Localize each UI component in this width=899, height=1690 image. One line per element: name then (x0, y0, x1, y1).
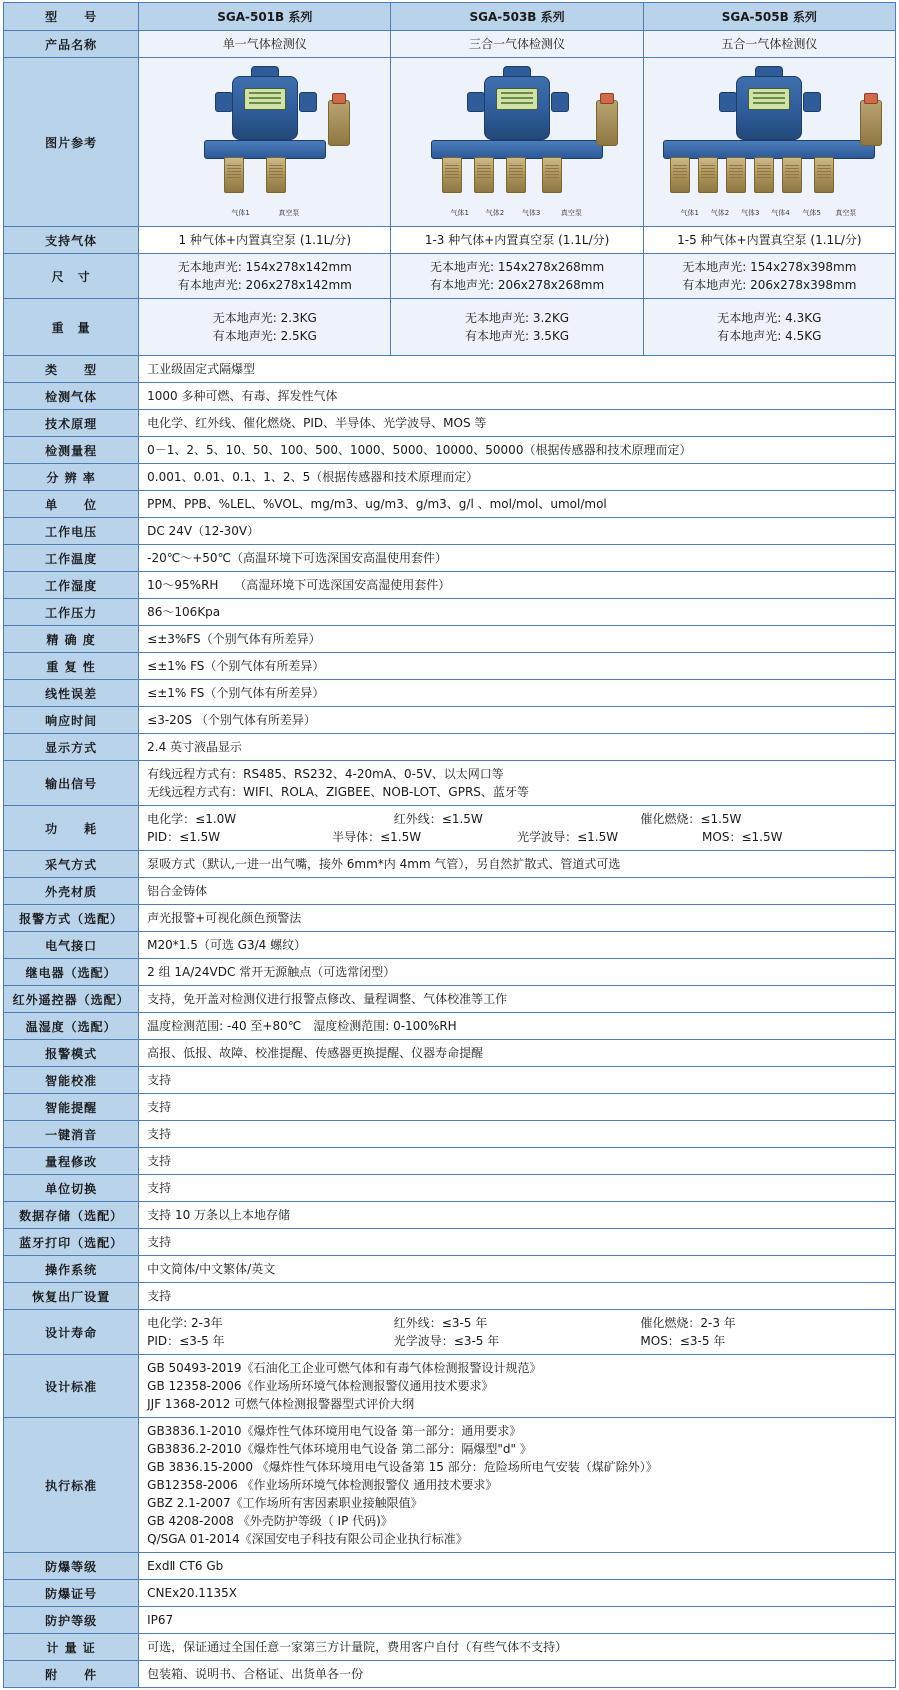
row-value-smart-reminder: 支持 (139, 1094, 896, 1121)
row-label-smart-calibration: 智能校准 (4, 1067, 139, 1094)
table-row-support-gas (4, 227, 896, 254)
life-electrochemical: 电化学: 2-3年 (147, 1316, 223, 1330)
table-row-temp-humidity (4, 1013, 896, 1040)
row-label-model: 型 号 (4, 3, 139, 31)
table-row-work-pressure (4, 599, 896, 626)
weight-505b (643, 299, 895, 356)
table-row-image-reference (4, 58, 896, 227)
product-name-503b: 三合一气体检测仪 (391, 31, 643, 58)
row-label-unit: 单 位 (4, 491, 139, 518)
row-label-weight: 重 量 (4, 299, 139, 356)
table-row-detect-gas (4, 383, 896, 410)
row-value-relay: 2 组 1A/24VDC 常开无源触点（可选常闭型） (139, 959, 896, 986)
row-label-resolution: 分 辨 率 (4, 464, 139, 491)
row-value-smart-calibration: 支持 (139, 1067, 896, 1094)
table-row-technology (4, 410, 896, 437)
row-value-work-pressure: 86～106Kpa (139, 599, 896, 626)
row-value-bluetooth-print: 支持 (139, 1229, 896, 1256)
row-label-exec-standard: 执行标准 (4, 1418, 139, 1553)
size-501b (139, 254, 391, 299)
power-infrared: 红外线：≤1.5W (393, 812, 483, 826)
table-row-smart-calibration (4, 1067, 896, 1094)
table-row-ip-grade (4, 1607, 896, 1634)
device-display-icon (748, 88, 790, 110)
image-legend-2 (402, 208, 632, 218)
row-value-alarm-mode: 高报、低报、故障、校准提醒、传感器更换提醒、仪器寿命提醒 (139, 1040, 896, 1067)
device-display-icon (496, 88, 538, 110)
table-row-ex-grade (4, 1553, 896, 1580)
legend-item: 真空泵 (835, 209, 857, 217)
table-row-one-key-mute (4, 1121, 896, 1148)
power-line-1 (147, 810, 887, 828)
sensor-probe-icon (442, 157, 462, 193)
legend-item: 气体2 (485, 209, 505, 217)
pump-body-icon (596, 100, 618, 146)
standard-line: Q/SGA 01-2014《深国安电子科技有限公司企业执行标准》 (147, 1532, 468, 1546)
product-image-501b (139, 58, 391, 227)
row-label-work-pressure: 工作压力 (4, 599, 139, 626)
row-label-type: 类 型 (4, 356, 139, 383)
row-value-ir-remote: 支持，免开盖对检测仪进行报警点修改、量程调整、气体校准等工作 (139, 986, 896, 1013)
device-illustration-2 (402, 66, 632, 218)
power-semiconductor: 半导体：≤1.5W (332, 830, 422, 844)
power-optical-waveguide: 光学波导：≤1.5W (517, 830, 619, 844)
row-value-housing: 铝合金铸体 (139, 878, 896, 905)
table-row-size (4, 254, 896, 299)
table-row-sampling (4, 851, 896, 878)
row-value-unit: PPM、PPB、%LEL、%VOL、mg/m3、ug/m3、g/m3、g/l 、mol/mol、umol/mol (139, 491, 896, 518)
row-label-range-modify: 量程修改 (4, 1148, 139, 1175)
table-row-relay (4, 959, 896, 986)
device-right-port-icon (803, 92, 821, 112)
life-optical-waveguide: 光学波导：≤3-5 年 (393, 1334, 500, 1348)
device-illustration-3 (654, 66, 884, 218)
row-label-alarm-mode: 报警模式 (4, 1040, 139, 1067)
product-image-503b (391, 58, 643, 227)
row-label-accuracy: 精 确 度 (4, 626, 139, 653)
row-value-ip-grade: IP67 (139, 1607, 896, 1634)
table-row-type (4, 356, 896, 383)
row-value-response-time: ≤3-20S （个别气体有所差异） (139, 707, 896, 734)
legend-item: 气体4 (771, 209, 790, 217)
row-label-detect-gas: 检测气体 (4, 383, 139, 410)
standard-line: JJF 1368-2012 可燃气体检测报警器型式评价大纲 (147, 1397, 415, 1411)
table-row-os (4, 1256, 896, 1283)
standard-line: GB 3836.15-2000 《爆炸性气体环境用电气设备第 15 部分：危险场所电气安装（煤矿除外）》 (147, 1460, 658, 1474)
row-value-metrology-cert: 可选，保证通过全国任意一家第三方计量院，费用客户自付（有些气体不支持） (139, 1634, 896, 1661)
row-label-alarm-type: 报警方式（选配） (4, 905, 139, 932)
standard-line: GB 12358-2006《作业场所环境气体检测报警仪通用技术要求》 (147, 1379, 494, 1393)
legend-item: 气体2 (710, 209, 730, 217)
size-505b (643, 254, 895, 299)
size-without-alarm: 无本地声光: 154x278x268mm (429, 260, 605, 274)
size-with-alarm: 有本地声光: 206x278x398mm (682, 278, 857, 292)
row-label-electrical-port: 电气接口 (4, 932, 139, 959)
legend-item: 气体1 (450, 209, 469, 217)
legend-item: 气体3 (521, 209, 541, 217)
row-value-display: 2.4 英寸液晶显示 (139, 734, 896, 761)
size-503b (391, 254, 643, 299)
weight-with-alarm: 有本地声光: 4.5KG (717, 329, 822, 343)
support-gas-501b: 1 种气体+内置真空泵 (1.1L/分) (139, 227, 391, 254)
device-left-port-icon (719, 92, 737, 112)
row-label-ir-remote: 红外遥控器（选配） (4, 986, 139, 1013)
row-label-metrology-cert: 计 量 证 (4, 1634, 139, 1661)
table-row-accuracy (4, 626, 896, 653)
weight-without-alarm: 无本地声光: 4.3KG (717, 311, 822, 325)
row-value-sampling: 泵吸方式（默认,一进一出气嘴，接外 6mm*内 4mm 气管），另自然扩散式、管道式可选 (139, 851, 896, 878)
table-row-metrology-cert (4, 1634, 896, 1661)
row-label-design-standard: 设计标准 (4, 1355, 139, 1418)
device-left-port-icon (467, 92, 485, 112)
table-row-work-temp (4, 545, 896, 572)
row-value-work-temp: -20℃～+50℃（高温环境下可选深国安高温使用套件） (139, 545, 896, 572)
table-row-range-modify (4, 1148, 896, 1175)
power-catalytic: 催化燃烧：≤1.5W (640, 812, 742, 826)
standard-line: GB12358-2006 《作业场所环境气体检测报警仪 通用技术要求》 (147, 1478, 498, 1492)
standard-line: GB 50493-2019《石油化工企业可燃气体和有毒气体检测报警设计规范》 (147, 1361, 542, 1375)
row-label-accessories: 附 件 (4, 1661, 139, 1688)
row-value-range: 0－1、2、5、10、50、100、500、1000、5000、10000、50000（根据传感器和技术原理而定） (139, 437, 896, 464)
weight-with-alarm: 有本地声光: 3.5KG (465, 329, 570, 343)
model-501b: SGA-501B 系列 (139, 3, 391, 31)
size-without-alarm: 无本地声光: 154x278x398mm (682, 260, 857, 274)
sensor-probe-icon (726, 157, 746, 193)
table-row-work-humidity (4, 572, 896, 599)
size-with-alarm: 有本地声光: 206x278x268mm (429, 278, 605, 292)
table-row-accessories (4, 1661, 896, 1688)
row-value-exec-standard (139, 1418, 896, 1553)
row-label-linearity: 线性误差 (4, 680, 139, 707)
table-row-alarm-type (4, 905, 896, 932)
row-label-factory-reset: 恢复出厂设置 (4, 1283, 139, 1310)
table-row-data-storage (4, 1202, 896, 1229)
product-name-505b: 五合一气体检测仪 (643, 31, 895, 58)
row-label-product-name: 产品名称 (4, 31, 139, 58)
row-value-electrical-port: M20*1.5（可选 G3/4 螺纹） (139, 932, 896, 959)
sensor-probe-icon (670, 157, 690, 193)
support-gas-505b: 1-5 种气体+内置真空泵 (1.1L/分) (643, 227, 895, 254)
row-label-display: 显示方式 (4, 734, 139, 761)
power-pid: PID：≤1.5W (147, 830, 221, 844)
row-value-factory-reset: 支持 (139, 1283, 896, 1310)
row-label-temp-humidity: 温湿度（选配） (4, 1013, 139, 1040)
table-row-resolution (4, 464, 896, 491)
device-illustration-1 (150, 66, 380, 218)
standard-line: GBZ 2.1-2007《工作场所有害因素职业接触限值》 (147, 1496, 423, 1510)
power-line-2 (147, 828, 887, 846)
row-value-power (139, 806, 896, 851)
row-label-design-life: 设计寿命 (4, 1310, 139, 1355)
table-row-design-life (4, 1310, 896, 1355)
row-value-range-modify: 支持 (139, 1148, 896, 1175)
row-label-one-key-mute: 一键消音 (4, 1121, 139, 1148)
row-label-smart-reminder: 智能提醒 (4, 1094, 139, 1121)
weight-with-alarm: 有本地声光: 2.5KG (212, 329, 317, 343)
table-row-linearity (4, 680, 896, 707)
row-value-design-standard (139, 1355, 896, 1418)
weight-503b (391, 299, 643, 356)
table-row-design-standard (4, 1355, 896, 1418)
row-label-sampling: 采气方式 (4, 851, 139, 878)
weight-without-alarm: 无本地声光: 2.3KG (212, 311, 317, 325)
row-label-unit-switch: 单位切换 (4, 1175, 139, 1202)
row-value-detect-gas: 1000 多种可燃、有毒、挥发性气体 (139, 383, 896, 410)
sensor-probe-icon (224, 157, 244, 193)
sensor-probe-icon (782, 157, 802, 193)
table-row-smart-reminder (4, 1094, 896, 1121)
row-label-response-time: 响应时间 (4, 707, 139, 734)
row-value-one-key-mute: 支持 (139, 1121, 896, 1148)
row-label-relay: 继电器（选配） (4, 959, 139, 986)
row-value-output-signal (139, 761, 896, 806)
life-infrared: 红外线：≤3-5 年 (393, 1316, 488, 1330)
table-row-ir-remote (4, 986, 896, 1013)
table-row-alarm-mode (4, 1040, 896, 1067)
row-value-accessories: 包装箱、说明书、合格证、出货单各一份 (139, 1661, 896, 1688)
row-value-resolution: 0.001、0.01、0.1、1、2、5（根据传感器和技术原理而定） (139, 464, 896, 491)
sensor-probe-icon (506, 157, 526, 193)
row-value-temp-humidity: 温度检测范围: -40 至+80℃ 湿度检测范围: 0-100%RH (139, 1013, 896, 1040)
row-value-os: 中文简体/中文繁体/英文 (139, 1256, 896, 1283)
table-row-electrical-port (4, 932, 896, 959)
legend-item: 气体1 (231, 209, 250, 217)
table-row-range (4, 437, 896, 464)
row-label-support-gas: 支持气体 (4, 227, 139, 254)
table-row-housing (4, 878, 896, 905)
row-label-housing: 外壳材质 (4, 878, 139, 905)
row-label-bluetooth-print: 蓝牙打印（选配） (4, 1229, 139, 1256)
table-row-factory-reset (4, 1283, 896, 1310)
device-display-icon (244, 88, 286, 110)
standard-line: GB3836.2-2010《爆炸性气体环境用电气设备 第二部分：隔爆型"d" 》 (147, 1442, 532, 1456)
model-503b: SGA-503B 系列 (391, 3, 643, 31)
row-label-ex-cert: 防爆证号 (4, 1580, 139, 1607)
table-row-exec-standard (4, 1418, 896, 1553)
image-legend-3 (654, 208, 884, 218)
row-value-technology: 电化学、红外线、催化燃烧、PID、半导体、光学波导、MOS 等 (139, 410, 896, 437)
table-row-display (4, 734, 896, 761)
design-life-line-2 (147, 1332, 887, 1350)
device-left-port-icon (215, 92, 233, 112)
row-label-work-humidity: 工作湿度 (4, 572, 139, 599)
pump-body-icon (860, 100, 882, 146)
row-label-ex-grade: 防爆等级 (4, 1553, 139, 1580)
model-505b: SGA-505B 系列 (643, 3, 895, 31)
vacuum-pump-probe-icon (266, 157, 286, 193)
legend-item: 真空泵 (278, 209, 300, 217)
product-image-505b (643, 58, 895, 227)
standard-line: GB 4208-2008 《外壳防护等级（ IP 代码)》 (147, 1514, 393, 1528)
design-life-line-1 (147, 1314, 887, 1332)
row-label-repeatability: 重 复 性 (4, 653, 139, 680)
row-value-work-humidity: 10～95%RH （高湿环境下可选深国安高湿使用套件） (139, 572, 896, 599)
row-value-unit-switch: 支持 (139, 1175, 896, 1202)
specification-table (3, 2, 896, 1688)
row-value-linearity: ≤±1% FS（个别气体有所差异） (139, 680, 896, 707)
output-wireless: 无线远程方式有：WIFI、ROLA、ZIGBEE、NOB-LOT、GPRS、蓝牙等 (147, 785, 529, 799)
table-row-ex-cert (4, 1580, 896, 1607)
row-value-design-life (139, 1310, 896, 1355)
legend-item: 气体5 (802, 209, 821, 217)
device-right-port-icon (299, 92, 317, 112)
device-manifold-icon (204, 140, 326, 159)
row-value-voltage: DC 24V（12-30V） (139, 518, 896, 545)
table-row-repeatability (4, 653, 896, 680)
support-gas-503b: 1-3 种气体+内置真空泵 (1.1L/分) (391, 227, 643, 254)
row-label-os: 操作系统 (4, 1256, 139, 1283)
row-label-range: 检测量程 (4, 437, 139, 464)
weight-without-alarm: 无本地声光: 3.2KG (465, 311, 570, 325)
row-label-ip-grade: 防护等级 (4, 1607, 139, 1634)
row-value-ex-cert: CNEx20.1135X (139, 1580, 896, 1607)
product-name-501b: 单一气体检测仪 (139, 31, 391, 58)
table-row-unit (4, 491, 896, 518)
table-row-model (4, 3, 896, 31)
output-wired: 有线远程方式有：RS485、RS232、4-20mA、0-5V、以太网口等 (147, 767, 504, 781)
table-row-product-name (4, 31, 896, 58)
vacuum-pump-probe-icon (542, 157, 562, 193)
row-value-ex-grade: ExdⅡ CT6 Gb (139, 1553, 896, 1580)
table-row-power (4, 806, 896, 851)
standard-line: GB3836.1-2010《爆炸性气体环境用电气设备 第一部分：通用要求》 (147, 1424, 522, 1438)
table-row-output-signal (4, 761, 896, 806)
table-row-weight (4, 299, 896, 356)
row-value-data-storage: 支持 10 万条以上本地存储 (139, 1202, 896, 1229)
row-label-output-signal: 输出信号 (4, 761, 139, 806)
row-label-work-temp: 工作温度 (4, 545, 139, 572)
row-label-image-reference: 图片参考 (4, 58, 139, 227)
row-label-size: 尺 寸 (4, 254, 139, 299)
image-legend-1 (150, 208, 380, 218)
sensor-probe-icon (474, 157, 494, 193)
device-right-port-icon (551, 92, 569, 112)
table-row-response-time (4, 707, 896, 734)
vacuum-pump-probe-icon (814, 157, 834, 193)
row-value-type: 工业级固定式隔爆型 (139, 356, 896, 383)
row-value-alarm-type: 声光报警+可视化颜色预警法 (139, 905, 896, 932)
table-row-bluetooth-print (4, 1229, 896, 1256)
legend-item: 气体3 (740, 209, 760, 217)
size-without-alarm: 无本地声光: 154x278x142mm (177, 260, 352, 274)
power-mos: MOS：≤1.5W (702, 830, 783, 844)
life-pid: PID：≤3-5 年 (147, 1334, 225, 1348)
legend-item: 气体1 (680, 209, 699, 217)
pump-body-icon (328, 100, 350, 146)
row-label-power: 功 耗 (4, 806, 139, 851)
row-label-technology: 技术原理 (4, 410, 139, 437)
size-with-alarm: 有本地声光: 206x278x142mm (177, 278, 352, 292)
row-label-voltage: 工作电压 (4, 518, 139, 545)
row-value-repeatability: ≤±1% FS（个别气体有所差异） (139, 653, 896, 680)
power-electrochemical: 电化学：≤1.0W (147, 812, 237, 826)
table-row-unit-switch (4, 1175, 896, 1202)
row-value-accuracy: ≤±3%FS（个别气体有所差异） (139, 626, 896, 653)
sensor-probe-icon (754, 157, 774, 193)
sensor-probe-icon (698, 157, 718, 193)
legend-item: 真空泵 (560, 209, 582, 217)
weight-501b (139, 299, 391, 356)
life-mos: MOS：≤3-5 年 (640, 1334, 726, 1348)
spec-sheet (0, 2, 899, 1688)
life-catalytic: 催化燃烧：2-3 年 (640, 1316, 736, 1330)
row-label-data-storage: 数据存储（选配） (4, 1202, 139, 1229)
table-row-voltage (4, 518, 896, 545)
